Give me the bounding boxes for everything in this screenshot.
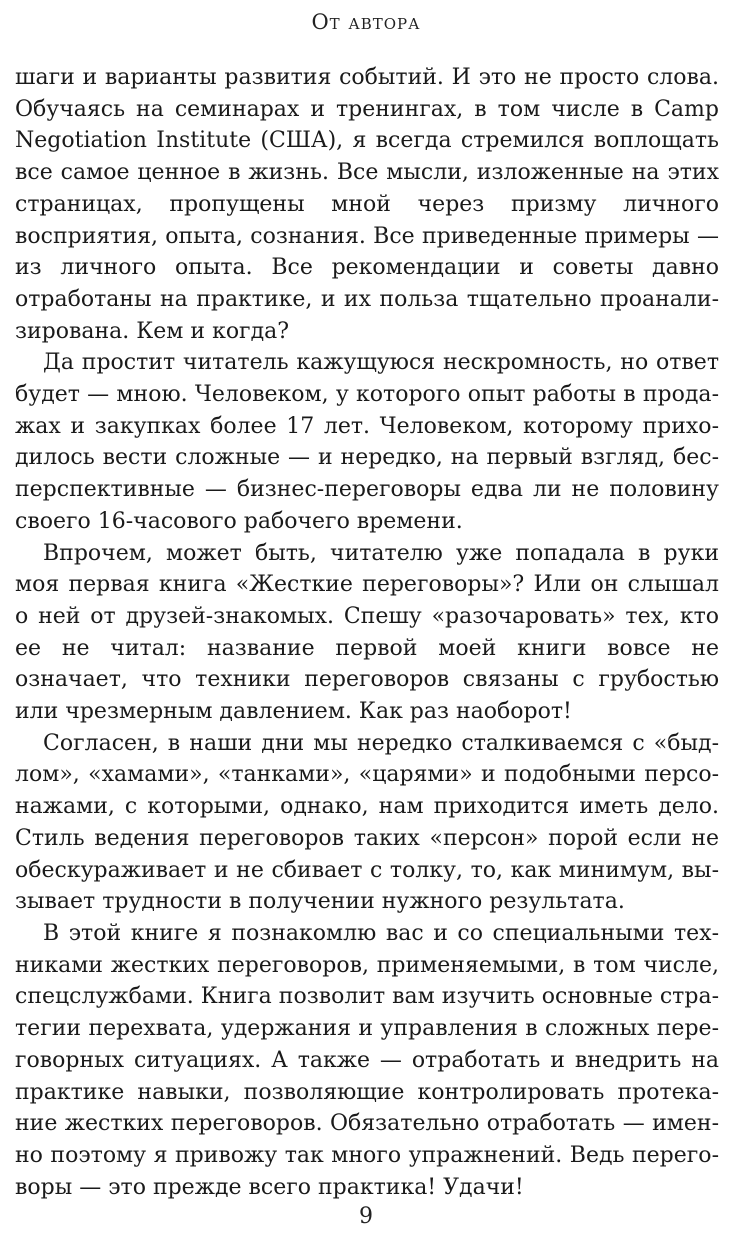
paragraph-5: В этой книге я познакомлю вас и со специальными техниками жестких переговоров, применяемыми, в том числе, спецслужбами. Книга позволит вам изучить основные стратегии перехвата, удержания и управления в сложных переговорных ситуациях. А также — отработать и внедрить на практике навыки, позволяющие контролировать протекание жестких переговоров. Обязательно отработать — именно поэтому я привожу так много упражнений. Ведь переговоры — это прежде всего практика! Удачи!	[15, 920, 719, 1200]
paragraph-4: Согласен, в наши дни мы нередко сталкиваемся с «быдлом», «хамами», «танками», «царями» и подобными персонажами, с которыми, однако, нам приходится иметь дело. Стиль ведения переговоров таких «персон» порой если не обескураживает и не сбивает с толку, то, как минимум, вызывает трудности в получении нужного результата.	[15, 730, 719, 915]
paragraph-2: Да простит читатель кажущуюся нескромность, но ответ будет — мною. Человеком, у которого опыт работы в продажах и закупках более 17 лет. Человеком, которому приходилось вести сложные — и нередко, на первый взгляд, бесперспективные — бизнес-переговоры едва ли не половину своего 16-часового рабочего времени.	[15, 350, 719, 534]
running-header: От автора	[311, 10, 421, 34]
paragraph-1: шаги и варианты развития событий. И это не просто слова. Обучаясь на семинарах и тренингах, в том числе в Camp Negotiation Institute (США), я всегда стремился воплощать все самое ценное в жизнь. Все мысли, изложенные на этих страницах, пропущены мной через призму личного восприятия, опыта, сознания. Все приведенные примеры — из личного опыта. Все рекомендации и советы давно отработаны на практике, и их польза тщательно проанализирована. Кем и когда?	[15, 65, 719, 344]
body-text	[15, 62, 719, 1203]
page-number: 9	[359, 1204, 373, 1229]
paragraph-3: Впрочем, может быть, читателю уже попадала в руки моя первая книга «Жесткие переговоры»? Или он слышал о ней от друзей-знакомых. Спешу «разочаровать» тех, кто ее не читал: название первой моей книги вовсе не означает, что техники переговоров связаны с грубостью или чрезмерным давлением. Как раз наоборот!	[15, 540, 719, 725]
